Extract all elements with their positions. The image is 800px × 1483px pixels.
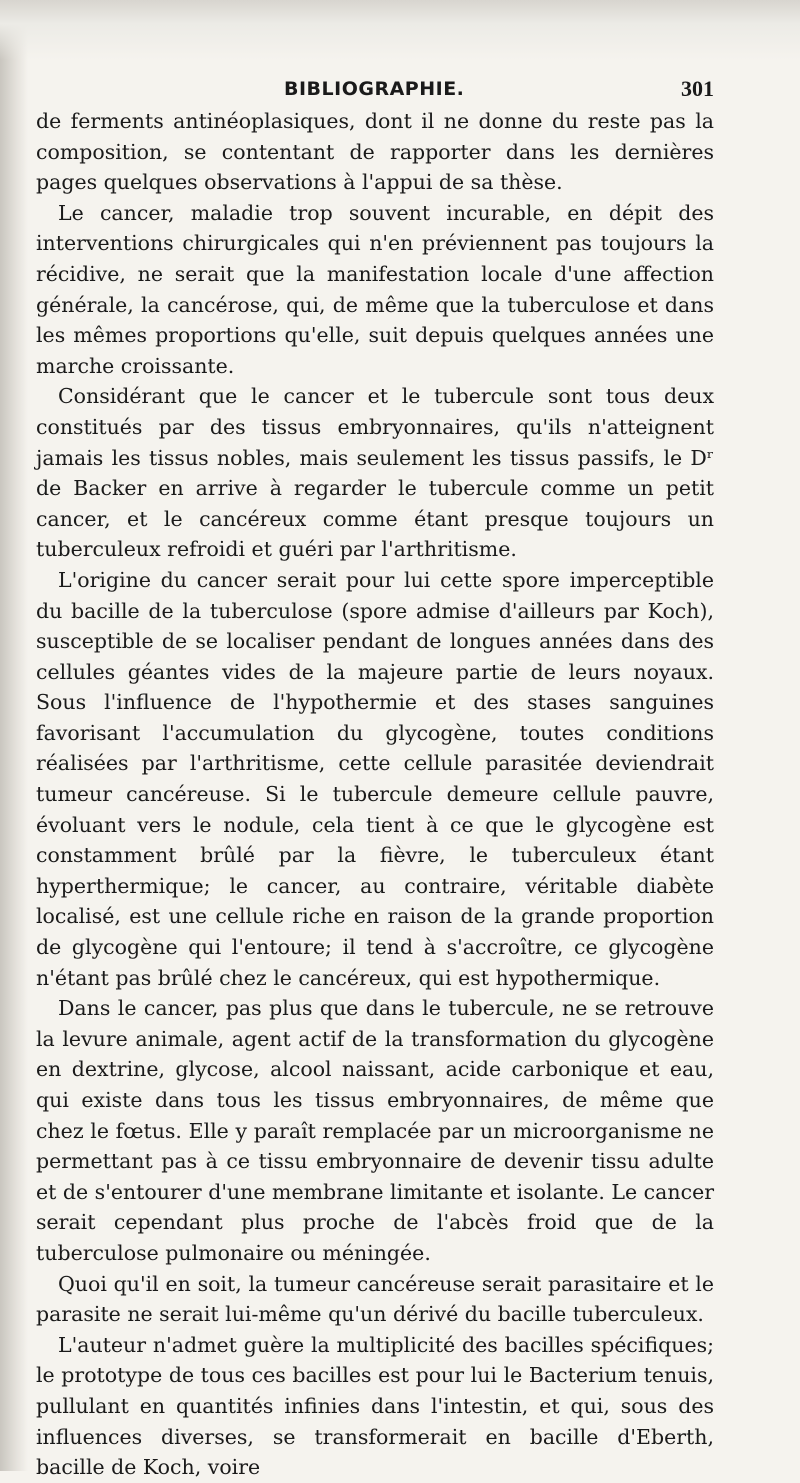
paragraph-tubercle-comparison: Considérant que le cancer et le tubercule sont tous deux constitués par des tissus embryonnaires, qu'ils n'atteignent jamais les tissus nobles, mais seulement les tissus passifs, le Dʳ de Backer en arrive à regarder le tubercule comme un petit cancer, et le cancéreux comme étant presque toujours un tuberculeux refroidi et guéri par l'arthritisme. xyxy=(36,384,714,562)
paragraph-cancer-origin: L'origine du cancer serait pour lui cette spore imperceptible du bacille de la tuberculose (spore admise d'ailleurs par Koch), susceptible de se localiser pendant de longues années dans des cellules géantes vides de la majeure partie de leurs noyaux. Sous l'influence de l'hypothermie et des stases sanguines favorisant l'accumulation du glycogène, toutes conditions réalisées par l'arthritisme, cette cellule parasitée deviendrait tumeur cancéreuse. Si le tubercule demeure cellule pauvre, évoluant vers le nodule, cela tient à ce que le glycogène est constamment brûlé par la fièvre, le tuberculeux étant hyperthermique; le cancer, au contraire, véritable diabète localisé, est une cellule riche en raison de la grande proportion de glycogène qui l'entoure; il tend à s'accroître, ce glycogène n'étant pas brûlé chez le cancéreux, qui est hypothermique. xyxy=(36,567,714,990)
book-page xyxy=(36,66,714,1483)
scan-gutter-shadow xyxy=(0,0,28,1471)
page-number: 301 xyxy=(681,76,714,101)
paragraph-animal-yeast: Dans le cancer, pas plus que dans le tubercule, ne se retrouve la levure animale, agent actif de la transformation du glycogène en dextrine, glycose, alcool naissant, acide carbonique et eau, qui existe dans tous les tissus embryonnaires, de même que chez le fœtus. Elle y paraît remplacée par un microorganisme ne permettant pas à ce tissu embryonnaire de devenir tissu adulte et de s'entourer d'une membrane limitante et isolante. Le cancer serait cependant plus proche de l'abcès froid que de la tuberculose pulmonaire ou méningée. xyxy=(36,996,714,1265)
paragraph-bacterium-tenuis: L'auteur n'admet guère la multiplicité des bacilles spécifiques; le prototype de tous ces bacilles est pour lui le Bacterium tenuis, pullulant en quantités infinies dans l'intestin, et qui, sous des influences diverses, se transformerait en bacille d'Eberth, bacille de Koch, voire xyxy=(36,1332,714,1480)
paragraph-cancer-definition: Le cancer, maladie trop souvent incurable, en dépit des interventions chirurgicales qui n'en préviennent pas toujours la récidive, ne serait que la manifestation locale d'une affection générale, la cancérose, qui, de même que la tuberculose et dans les mêmes proportions qu'elle, suit depuis quelques années une marche croissante. xyxy=(36,200,714,378)
page-header-title: BIBLIOGRAPHIE. xyxy=(284,78,465,100)
scan-top-shadow xyxy=(0,0,800,60)
body-text xyxy=(36,106,714,1483)
paragraph-parasitic-nature: Quoi qu'il en soit, la tumeur cancéreuse serait parasitaire et le parasite ne serait lui-même qu'un dérivé du bacille tuberculeux. xyxy=(36,1271,714,1327)
running-head xyxy=(36,66,714,106)
paragraph-continuation: de ferments antinéoplasiques, dont il ne donne du reste pas la composition, se contentant de rapporter dans les dernières pages quelques observations à l'appui de sa thèse. xyxy=(36,109,714,195)
